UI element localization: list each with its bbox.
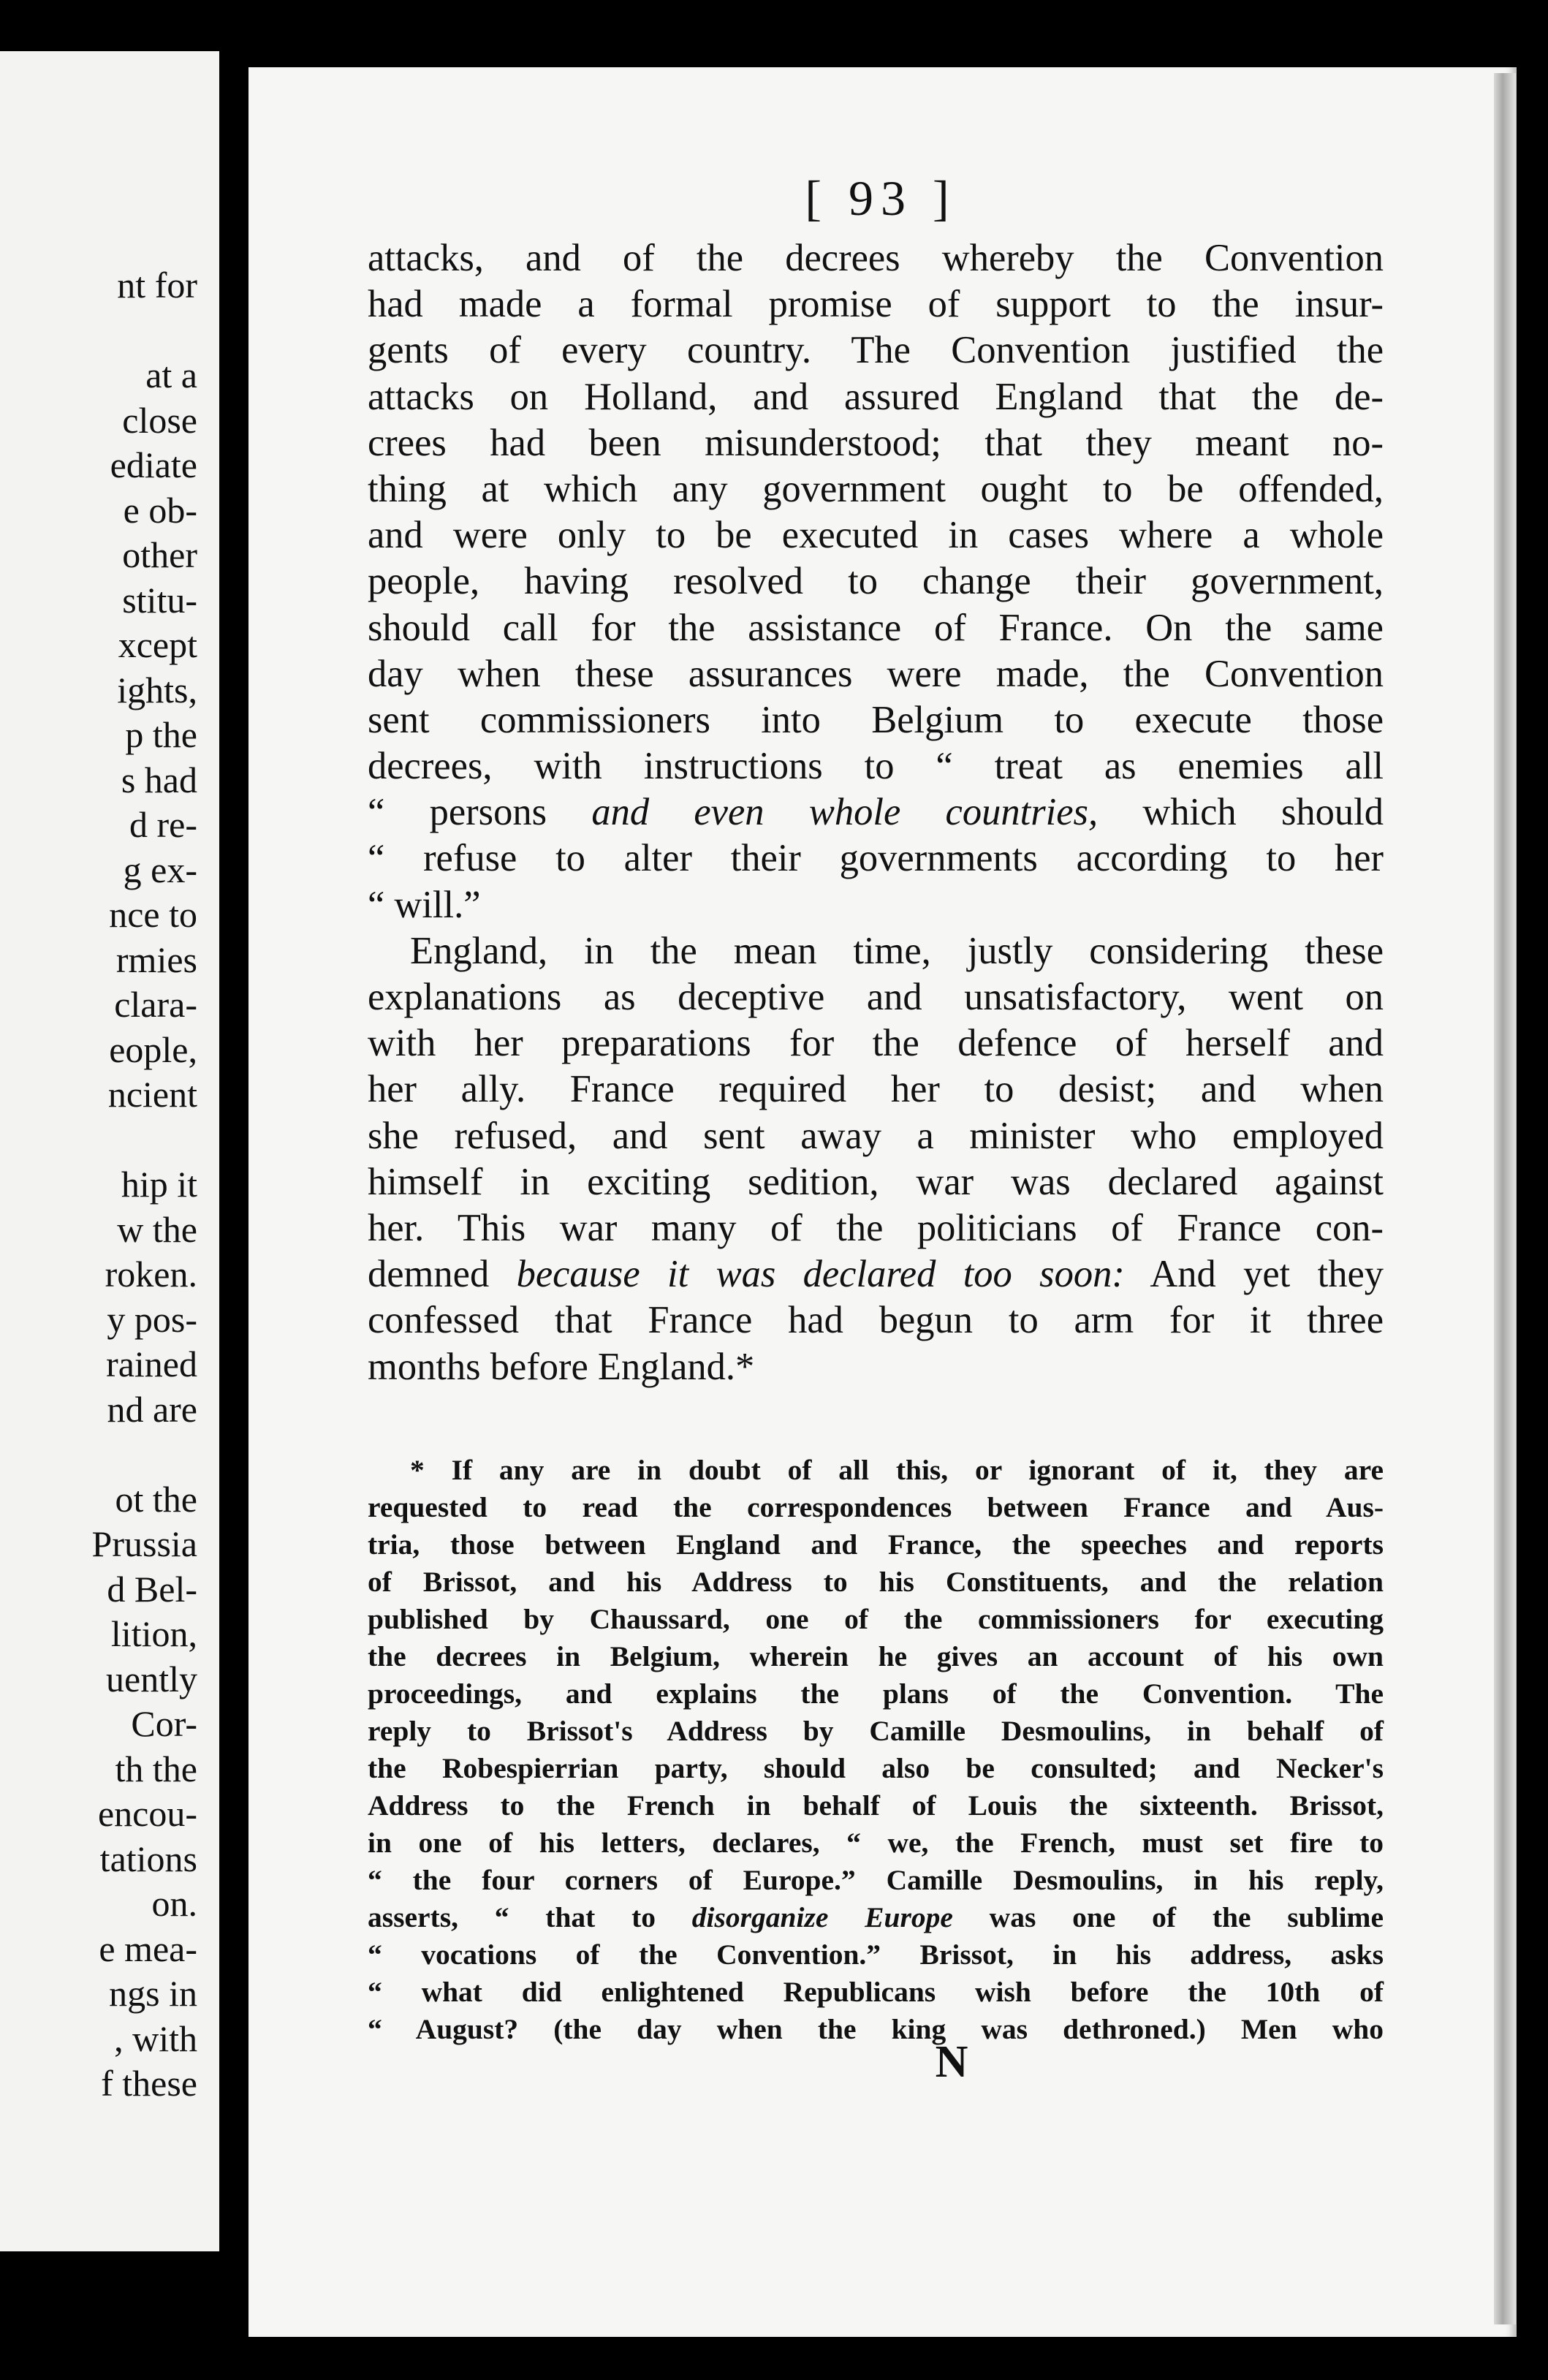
left-page-line: ot the bbox=[115, 1478, 197, 1520]
left-page-line: eople, bbox=[109, 1028, 197, 1070]
footnote-line: in one of his letters, declares, “ we, the French, must set fire to bbox=[368, 1827, 1384, 1859]
left-page-line: roken. bbox=[105, 1254, 197, 1295]
left-page-line: xcept bbox=[118, 624, 197, 665]
left-page-line: d Bel- bbox=[107, 1568, 197, 1610]
left-page-line: close bbox=[122, 399, 197, 441]
text-line: her. This war many of the politicians of France con- bbox=[368, 1206, 1384, 1249]
text-line bbox=[368, 789, 1384, 835]
text-line: decrees, with instructions to “ treat as enemies all bbox=[368, 745, 1384, 788]
italic-emphasis: because it was declared too soon: bbox=[489, 1253, 1125, 1296]
left-page-line: ediate bbox=[110, 444, 197, 485]
left-page-line: nt for bbox=[117, 265, 197, 306]
left-page-line: rained bbox=[106, 1344, 197, 1384]
text-line: months before England.* bbox=[368, 1345, 755, 1388]
text-line: crees had been misunderstood; that they meant no- bbox=[368, 421, 1384, 464]
text-line: “ refuse to alter their governments according to her bbox=[368, 837, 1384, 880]
body-text bbox=[368, 235, 1384, 1390]
left-page-line: lition, bbox=[110, 1613, 197, 1654]
footnote-line: the Robespierrian party, should also be consulted; and Necker's bbox=[368, 1752, 1384, 1784]
left-page-line: at a bbox=[145, 355, 197, 395]
footnote-line: of Brissot, and his Address to his Constituents, and the relation bbox=[368, 1566, 1384, 1598]
left-page-line: on. bbox=[151, 1883, 197, 1924]
left-page-line: clara- bbox=[114, 984, 197, 1025]
footnote-line: “ the four corners of Europe.” Camille Desmoulins, in his reply, bbox=[368, 1864, 1384, 1896]
footnote-line: Address to the French in behalf of Louis the sixteenth. Brissot, bbox=[368, 1789, 1384, 1822]
text-run: asserts, “ that to bbox=[368, 1901, 656, 1933]
footnote-line: “ vocations of the Convention.” Brissot, in his address, asks bbox=[368, 1939, 1384, 1971]
left-page-line: nd are bbox=[107, 1388, 197, 1430]
left-page-line: ights, bbox=[117, 669, 197, 710]
text-line: should call for the assistance of France. On the same bbox=[368, 606, 1384, 649]
left-page-line: w the bbox=[117, 1208, 197, 1250]
text-line: with her preparations for the defence of herself and bbox=[368, 1022, 1384, 1065]
left-page-line: e mea- bbox=[99, 1928, 197, 1969]
left-page-line: p the bbox=[125, 714, 197, 755]
left-page-line: th the bbox=[115, 1748, 197, 1789]
text-line: had made a formal promise of support to the insur- bbox=[368, 283, 1384, 326]
text-run: demned bbox=[368, 1253, 490, 1296]
left-page-line: rmies bbox=[115, 939, 197, 980]
left-page-line: stitu- bbox=[122, 579, 197, 621]
left-page-line: ngs in bbox=[109, 1973, 197, 2014]
text-line: explanations as deceptive and unsatisfactory, went on bbox=[368, 976, 1384, 1018]
text-line: and were only to be executed in cases where a whole bbox=[368, 514, 1384, 557]
left-page-line: f these bbox=[101, 2063, 197, 2104]
left-page-line: y pos- bbox=[107, 1298, 197, 1340]
left-page-line: tations bbox=[99, 1838, 197, 1879]
footnote-line: * If any are in doubt of all this, or ignorant of it, they are bbox=[410, 1454, 1384, 1486]
left-page-line: , with bbox=[114, 2017, 197, 2059]
left-page-line: s had bbox=[121, 759, 197, 800]
footnote bbox=[368, 1452, 1384, 2048]
left-page-line: Cor- bbox=[131, 1703, 197, 1744]
left-page-line: encou- bbox=[97, 1793, 197, 1834]
text-line: himself in exciting sedition, war was declared against bbox=[368, 1160, 1384, 1203]
footnote-line: reply to Brissot's Address by Camille Desmoulins, in behalf of bbox=[368, 1715, 1384, 1747]
left-page-line: g ex- bbox=[123, 849, 197, 890]
italic-emphasis: and even whole countries, bbox=[547, 791, 1099, 834]
italic-emphasis: disorganize Europe bbox=[656, 1901, 953, 1933]
left-page-line: ncient bbox=[107, 1074, 197, 1115]
footnote-line: tria, those between England and France, the speeches and reports bbox=[368, 1528, 1384, 1561]
text-line: “ will.” bbox=[368, 883, 481, 926]
text-run: was one of the sublime bbox=[952, 1901, 1384, 1933]
text-line: day when these assurances were made, the Convention bbox=[368, 652, 1384, 695]
text-line bbox=[368, 1251, 1384, 1297]
left-page-line: e ob- bbox=[123, 489, 197, 531]
signature-mark: N bbox=[935, 2037, 968, 2087]
left-facing-page bbox=[0, 51, 219, 2251]
text-run: “ persons bbox=[368, 791, 547, 834]
text-line: attacks on Holland, and assured England that the de- bbox=[368, 375, 1384, 418]
paragraph-start-line: England, in the mean time, justly considering these bbox=[410, 929, 1384, 972]
text-line: sent commissioners into Belgium to execute those bbox=[368, 698, 1384, 741]
left-page-line: uently bbox=[106, 1658, 197, 1699]
footnote-line: published by Chaussard, one of the commissioners for executing bbox=[368, 1603, 1384, 1635]
left-page-line: nce to bbox=[109, 894, 197, 935]
text-line: people, having resolved to change their government, bbox=[368, 560, 1384, 603]
left-page-line: hip it bbox=[121, 1164, 197, 1205]
text-line: confessed that France had begun to arm for it three bbox=[368, 1299, 1384, 1342]
left-page-line: other bbox=[122, 534, 197, 575]
footnote-line: proceedings, and explains the plans of the Convention. The bbox=[368, 1678, 1384, 1710]
footnote-line bbox=[368, 1899, 1384, 1936]
text-run: which should bbox=[1098, 791, 1384, 834]
page-number: [ 93 ] bbox=[805, 170, 957, 226]
footnote-line: the decrees in Belgium, wherein he gives an account of his own bbox=[368, 1640, 1384, 1672]
text-line: gents of every country. The Convention justified the bbox=[368, 329, 1384, 372]
page-edge bbox=[1494, 73, 1516, 2324]
text-line: she refused, and sent away a minister who employed bbox=[368, 1114, 1384, 1157]
text-line: thing at which any government ought to be offended, bbox=[368, 467, 1384, 510]
footnote-line: “ what did enlightened Republicans wish before the 10th of bbox=[368, 1976, 1384, 2008]
text-line: attacks, and of the decrees whereby the Convention bbox=[368, 237, 1384, 279]
left-page-line: Prussia bbox=[91, 1523, 197, 1564]
footnote-line: “ August? (the day when the king was dethroned.) Men who bbox=[368, 2013, 1384, 2045]
text-line: her ally. France required her to desist; and when bbox=[368, 1068, 1384, 1111]
text-run: And yet they bbox=[1124, 1253, 1384, 1296]
left-page-line: d re- bbox=[129, 804, 197, 845]
footnote-line: requested to read the correspondences between France and Aus- bbox=[368, 1491, 1384, 1523]
